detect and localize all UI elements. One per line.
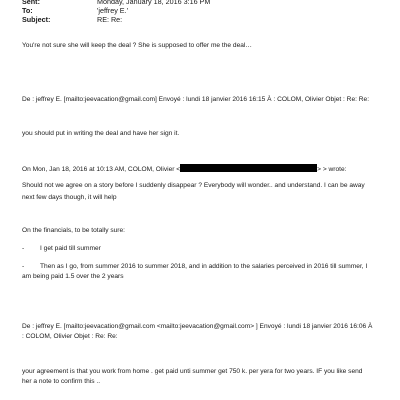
quote-intro <box>22 164 382 174</box>
forward-header-1: De : jeffrey E. [mailto:jeevacation@gmail.com] Envoyé : lundi 18 janvier 2016 16:15 À : COLOM, Olivier Objet : Re: Re: <box>22 96 370 103</box>
paragraph-story-line-1: Should not we agree on a story before I suddenly disappear ? Everybody will wonder.. and understand. I can be away <box>22 182 365 189</box>
bullet-item-1 <box>22 244 382 253</box>
forward-header-2-line-1: De : jeffrey E. [mailto:jeevacation@gmail.com <mailto:jeevacation@gmail.com> ] Envoyé : lundi 18 janvier 2016 16:06 À <box>22 323 373 330</box>
body-line-put-in-writing: you should put in writing the deal and have her sign it. <box>22 130 180 137</box>
to-value: 'jeffrey E.' <box>97 6 128 15</box>
bullet-dash-2: - <box>22 263 25 270</box>
quote-intro-start: On Mon, Jan 18, 2016 at 10:13 AM, COLOM, Olivier < <box>22 166 181 173</box>
financials-intro: On the financials, to be totally sure: <box>22 227 125 234</box>
redaction-box <box>180 164 317 172</box>
agreement-line-1: your agreement is that you work from home . get paid unti summer get 750 k. per yera for two years. IF you like send <box>22 368 363 375</box>
bullet-item-2 <box>22 262 382 271</box>
bullet-item-2-continued: am being paid 1.5 over the 2 years <box>22 273 124 280</box>
body-line-deal-question: You're not sure she will keep the deal ? She is supposed to offer me the deal… <box>22 42 252 49</box>
paragraph-story-line-2: next few days though, it will help <box>22 194 117 201</box>
quote-intro-end: > > wrote: <box>317 166 347 173</box>
bullet-dash-1: - <box>22 245 25 252</box>
subject-row <box>22 15 122 24</box>
forward-header-2-line-2: : COLOM, Olivier Objet : Re: Re: <box>22 333 118 340</box>
bullet-text-1: I get paid till summer <box>40 245 101 252</box>
subject-value: RE: Re: <box>97 15 123 24</box>
bullet-text-2: Then as I go, from summer 2016 to summer 2018, and in addition to the salaries perceived in 2016 till summer, I <box>40 263 368 270</box>
sent-value: Monday, January 18, 2016 3:16 PM <box>97 0 211 6</box>
sent-label: Sent: <box>22 0 40 6</box>
to-row <box>22 6 128 15</box>
subject-label: Subject: <box>22 15 51 24</box>
to-label: To: <box>22 6 33 15</box>
agreement-line-2: her a note to confirm this .. <box>22 378 101 385</box>
